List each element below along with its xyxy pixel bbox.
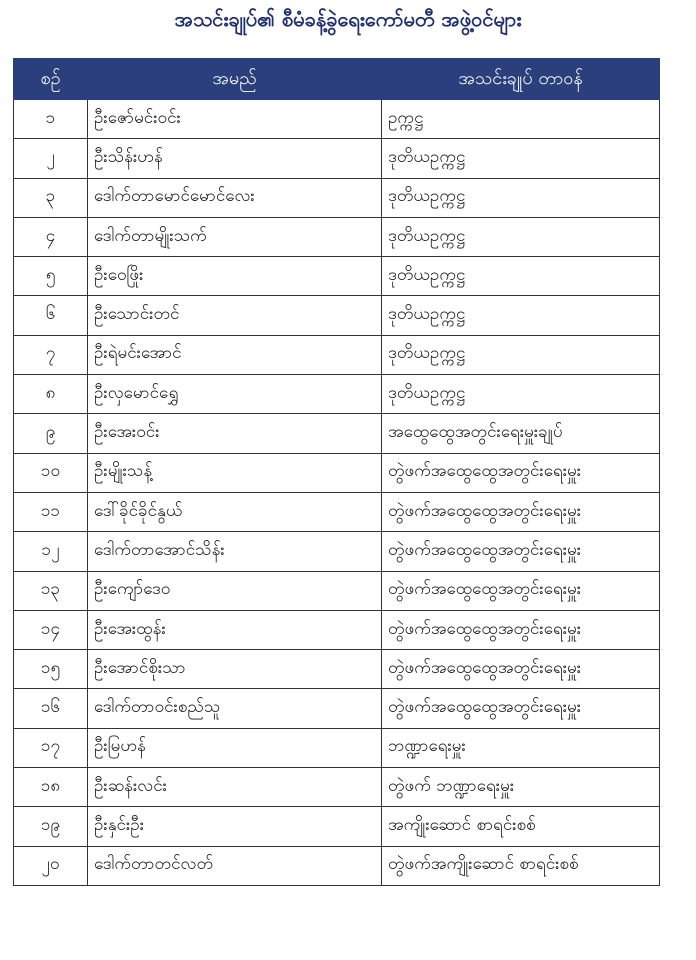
table-body: [14, 100, 660, 886]
serial-number-cell: ၆: [14, 296, 88, 335]
member-name-cell: ဦးရဲမင်းအောင်: [88, 335, 382, 374]
member-role-cell: တွဲဖက်အထွေထွေအတွင်းရေးမှူး: [382, 532, 660, 571]
table-row: [14, 492, 660, 531]
member-role-cell: တွဲဖက်အထွေထွေအတွင်းရေးမှူး: [382, 689, 660, 728]
table-row: [14, 846, 660, 885]
serial-number-cell: ၁၁: [14, 492, 88, 531]
member-role-cell: အကျိုးဆောင် စာရင်းစစ်: [382, 807, 660, 846]
member-name-cell: ဦးမျိုးသန့်: [88, 453, 382, 492]
member-name-cell: ဒေါ်ခိုင်ခိုင်နွယ်: [88, 492, 382, 531]
member-role-cell: ဒုတိယဥက္ကဋ္ဌ: [382, 257, 660, 296]
member-name-cell: ဦးသောင်းတင်: [88, 296, 382, 335]
table-row: [14, 650, 660, 689]
member-role-cell: တွဲဖက်အကျိုးဆောင် စာရင်းစစ်: [382, 846, 660, 885]
member-name-cell: ဦးလှမောင်ရွှေ: [88, 375, 382, 414]
member-role-cell: တွဲဖက်အထွေထွေအတွင်းရေးမှူး: [382, 492, 660, 531]
serial-number-cell: ၁၃: [14, 571, 88, 610]
column-header-name: အမည်: [88, 59, 382, 100]
serial-number-cell: ၁၇: [14, 728, 88, 767]
table-row: [14, 610, 660, 649]
serial-number-cell: ၉: [14, 414, 88, 453]
member-role-cell: ဒုတိယဥက္ကဋ္ဌ: [382, 178, 660, 217]
document-title: အသင်းချုပ်၏ စီမံခန့်ခွဲရေးကော်မတီ အဖွဲ့ဝင်များ: [174, 7, 522, 31]
member-name-cell: ဒေါက်တာတင်လတ်: [88, 846, 382, 885]
member-name-cell: ဦးဆန်းလင်း: [88, 768, 382, 807]
member-name-cell: ဦးအေးဝင်း: [88, 414, 382, 453]
serial-number-cell: ၇: [14, 335, 88, 374]
table-row: [14, 217, 660, 256]
serial-number-cell: ၁၈: [14, 768, 88, 807]
serial-number-cell: ၁၂: [14, 532, 88, 571]
table-row: [14, 178, 660, 217]
member-role-cell: အထွေထွေအတွင်းရေးမှူးချုပ်: [382, 414, 660, 453]
serial-number-cell: ၈: [14, 375, 88, 414]
member-role-cell: ဒုတိယဥက္ကဋ္ဌ: [382, 139, 660, 178]
member-name-cell: ဒေါက်တာအောင်သိန်း: [88, 532, 382, 571]
member-name-cell: ဦးကျော်ဒေဝ: [88, 571, 382, 610]
serial-number-cell: ၅: [14, 257, 88, 296]
member-role-cell: ဥက္ကဋ္ဌ: [382, 100, 660, 139]
serial-number-cell: ၁၆: [14, 689, 88, 728]
member-name-cell: ဒေါက်တာမောင်မောင်လေး: [88, 178, 382, 217]
serial-number-cell: ၁: [14, 100, 88, 139]
member-name-cell: ဦးသိန်းဟန်: [88, 139, 382, 178]
table-row: [14, 375, 660, 414]
table-row: [14, 335, 660, 374]
serial-number-cell: ၁၉: [14, 807, 88, 846]
table-row: [14, 807, 660, 846]
column-header-number: စဉ်: [14, 59, 88, 100]
serial-number-cell: ၁၀: [14, 453, 88, 492]
serial-number-cell: ၄: [14, 217, 88, 256]
member-role-cell: တွဲဖက်အထွေထွေအတွင်းရေးမှူး: [382, 610, 660, 649]
table-header-row: [14, 59, 660, 100]
table-row: [14, 257, 660, 296]
member-name-cell: ဦးမြဟန်: [88, 728, 382, 767]
table-row: [14, 453, 660, 492]
member-role-cell: တွဲဖက်အထွေထွေအတွင်းရေးမှူး: [382, 453, 660, 492]
member-name-cell: ဒေါက်တာဝင်းစည်သူ: [88, 689, 382, 728]
committee-members-table: [13, 58, 660, 886]
column-header-role: အသင်းချုပ် တာဝန်: [382, 59, 660, 100]
table-row: [14, 768, 660, 807]
member-role-cell: ဘဏ္ဍာရေးမှူး: [382, 728, 660, 767]
member-role-cell: ဒုတိယဥက္ကဋ္ဌ: [382, 217, 660, 256]
member-name-cell: ဦးနှင်းဦး: [88, 807, 382, 846]
member-name-cell: ဒေါက်တာမျိုးသက်: [88, 217, 382, 256]
member-role-cell: တွဲဖက်အထွေထွေအတွင်းရေးမှူး: [382, 650, 660, 689]
member-name-cell: ဦးဝေဖြိုး: [88, 257, 382, 296]
member-name-cell: ဦးအေးထွန်း: [88, 610, 382, 649]
member-role-cell: ဒုတိယဥက္ကဋ္ဌ: [382, 296, 660, 335]
table-row: [14, 296, 660, 335]
serial-number-cell: ၁၄: [14, 610, 88, 649]
serial-number-cell: ၂: [14, 139, 88, 178]
table-row: [14, 689, 660, 728]
table-row: [14, 139, 660, 178]
table-row: [14, 571, 660, 610]
table-row: [14, 532, 660, 571]
member-role-cell: တွဲဖက် ဘဏ္ဍာရေးမှူး: [382, 768, 660, 807]
member-role-cell: ဒုတိယဥက္ကဋ္ဌ: [382, 375, 660, 414]
member-name-cell: ဦးဇော်မင်းဝင်း: [88, 100, 382, 139]
table-row: [14, 414, 660, 453]
table-row: [14, 100, 660, 139]
member-role-cell: ဒုတိယဥက္ကဋ္ဌ: [382, 335, 660, 374]
serial-number-cell: ၁၅: [14, 650, 88, 689]
serial-number-cell: ၃: [14, 178, 88, 217]
table-row: [14, 728, 660, 767]
member-role-cell: တွဲဖက်အထွေထွေအတွင်းရေးမှူး: [382, 571, 660, 610]
serial-number-cell: ၂၀: [14, 846, 88, 885]
member-name-cell: ဦးအောင်စိုးသာ: [88, 650, 382, 689]
